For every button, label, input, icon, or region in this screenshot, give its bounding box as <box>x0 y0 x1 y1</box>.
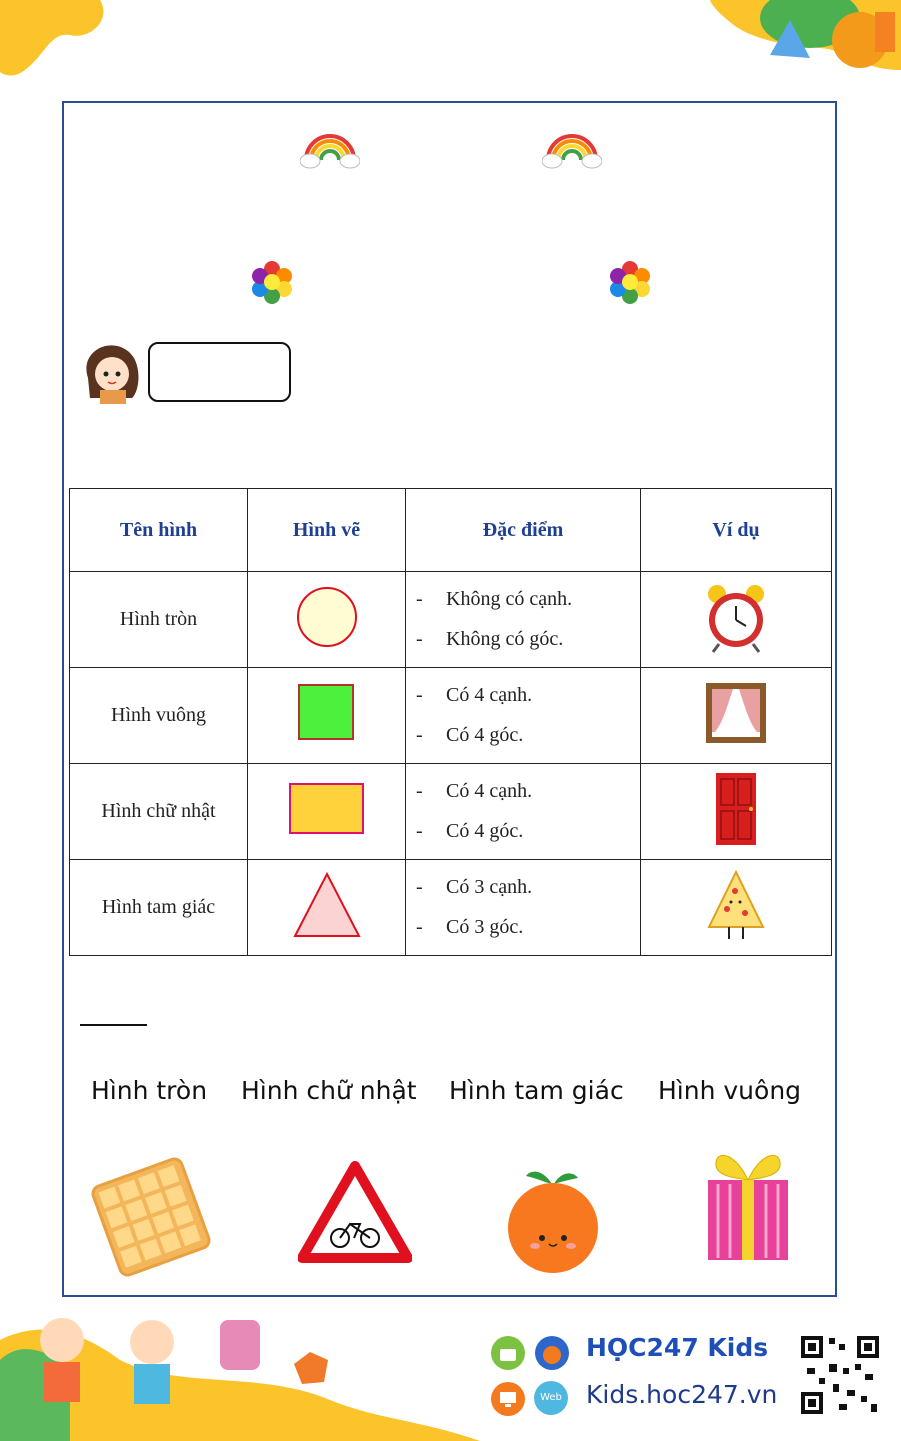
shape-example <box>641 572 832 668</box>
shape-label[interactable]: Hình tròn <box>91 1076 208 1105</box>
feature-text: Có 4 cạnh. <box>446 780 533 802</box>
feature-text: Có 4 góc. <box>446 820 524 842</box>
square-shape-icon <box>297 683 357 743</box>
waffle-icon[interactable] <box>86 1152 216 1282</box>
fox-badge-icon[interactable] <box>534 1335 570 1371</box>
feature-text: Không có cạnh. <box>446 588 573 610</box>
top-left-decoration <box>0 0 120 80</box>
shape-drawing <box>248 860 406 956</box>
shape-label[interactable]: Hình tam giác <box>449 1076 624 1105</box>
window-icon <box>705 682 767 744</box>
shape-features: - Có 4 cạnh. - Có 4 góc. <box>406 668 641 764</box>
feature-text: Có 3 góc. <box>446 916 524 938</box>
column-header: Ví dụ <box>641 489 832 572</box>
desktop-badge-icon[interactable] <box>490 1381 526 1417</box>
shape-features: - Có 3 cạnh. - Có 3 góc. <box>406 860 641 956</box>
girl-mascot-icon <box>78 338 144 404</box>
column-header: Hình vẽ <box>248 489 406 572</box>
feature-text: Không có góc. <box>446 628 564 650</box>
shape-label[interactable]: Hình vuông <box>658 1076 802 1105</box>
table-row <box>70 860 832 956</box>
gift-box-icon[interactable] <box>704 1140 792 1264</box>
shape-example <box>641 668 832 764</box>
shape-drawing <box>248 668 406 764</box>
table-row <box>70 572 832 668</box>
table-row <box>70 764 832 860</box>
shape-name: Hình vuông <box>70 668 248 764</box>
shape-features: - Không có cạnh. - Không có góc. <box>406 572 641 668</box>
shape-label[interactable]: Hình chữ nhật <box>241 1076 417 1105</box>
alarm-clock-icon <box>703 580 769 654</box>
feature-text: Có 4 cạnh. <box>446 684 533 706</box>
table-row <box>70 668 832 764</box>
shapes-table <box>69 488 832 956</box>
column-header: Tên hình <box>70 489 248 572</box>
door-icon <box>714 771 758 847</box>
web-badge[interactable]: Web <box>534 1381 568 1415</box>
rectangle-shape-icon <box>288 782 366 836</box>
bicycle-warning-sign-icon[interactable] <box>298 1160 412 1264</box>
smiley-flower-icon <box>250 260 294 304</box>
shape-example <box>641 764 832 860</box>
shape-name: Hình chữ nhật <box>70 764 248 860</box>
rainbow-icon <box>300 128 360 170</box>
top-right-decoration <box>680 0 901 70</box>
website-link[interactable]: Kids.hoc247.vn <box>586 1380 778 1409</box>
feature-text: Có 4 góc. <box>446 724 524 746</box>
shape-drawing <box>248 764 406 860</box>
feature-text: Có 3 cạnh. <box>446 876 533 898</box>
orange-icon[interactable] <box>502 1166 604 1274</box>
qr-code-icon[interactable] <box>799 1334 881 1416</box>
rainbow-icon <box>542 128 602 170</box>
shape-features: - Có 4 cạnh. - Có 4 góc. <box>406 764 641 860</box>
shape-drawing <box>248 572 406 668</box>
shape-name: Hình tròn <box>70 572 248 668</box>
triangle-shape-icon <box>292 871 362 939</box>
table-header-row <box>70 489 832 572</box>
shape-name: Hình tam giác <box>70 860 248 956</box>
exercise-title-underline <box>80 1024 147 1026</box>
lesson-label-box <box>148 342 291 402</box>
shape-example <box>641 860 832 956</box>
smiley-flower-icon <box>608 260 652 304</box>
brand-logo-text: HỌC247 Kids <box>586 1333 769 1362</box>
pizza-slice-icon <box>705 869 767 941</box>
column-header: Đặc điểm <box>406 489 641 572</box>
android-badge-icon[interactable] <box>490 1335 526 1371</box>
circle-shape-icon <box>294 584 360 650</box>
footer-decoration <box>0 1300 480 1441</box>
